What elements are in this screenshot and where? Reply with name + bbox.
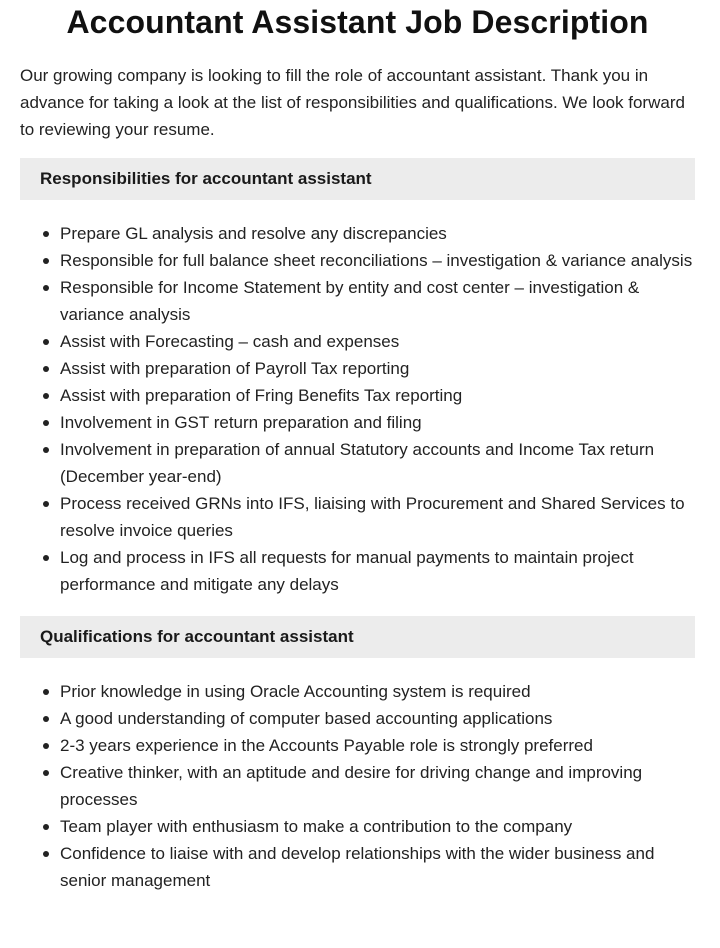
list-item: Responsible for Income Statement by entity and cost center – investigation & variance analysis <box>60 274 695 328</box>
list-item: Team player with enthusiasm to make a contribution to the company <box>60 813 695 840</box>
list-item: Confidence to liaise with and develop relationships with the wider business and senior management <box>60 840 695 894</box>
list-item: Process received GRNs into IFS, liaising with Procurement and Shared Services to resolve invoice queries <box>60 490 695 544</box>
list-item: Assist with preparation of Fring Benefits Tax reporting <box>60 382 695 409</box>
responsibilities-heading: Responsibilities for accountant assistant <box>20 158 695 200</box>
qualifications-heading: Qualifications for accountant assistant <box>20 616 695 658</box>
list-item: Involvement in preparation of annual Statutory accounts and Income Tax return (December year-end) <box>60 436 695 490</box>
responsibilities-list <box>20 220 695 598</box>
intro-paragraph: Our growing company is looking to fill the role of accountant assistant. Thank you in advance for taking a look at the list of responsibilities and qualifications. We look forward to reviewing your resume. <box>20 66 685 139</box>
list-item: Log and process in IFS all requests for manual payments to maintain project performance and mitigate any delays <box>60 544 695 598</box>
list-item: Involvement in GST return preparation and filing <box>60 409 695 436</box>
list-item: A good understanding of computer based accounting applications <box>60 705 695 732</box>
list-item: Prior knowledge in using Oracle Accounting system is required <box>60 678 695 705</box>
list-item: Creative thinker, with an aptitude and desire for driving change and improving processes <box>60 759 695 813</box>
list-item: Responsible for full balance sheet reconciliations – investigation & variance analysis <box>60 247 695 274</box>
list-item: Assist with preparation of Payroll Tax reporting <box>60 355 695 382</box>
list-item: Assist with Forecasting – cash and expenses <box>60 328 695 355</box>
list-item: 2-3 years experience in the Accounts Payable role is strongly preferred <box>60 732 695 759</box>
list-item: Prepare GL analysis and resolve any discrepancies <box>60 220 695 247</box>
qualifications-list <box>20 678 695 894</box>
page-title: Accountant Assistant Job Description <box>66 4 649 40</box>
